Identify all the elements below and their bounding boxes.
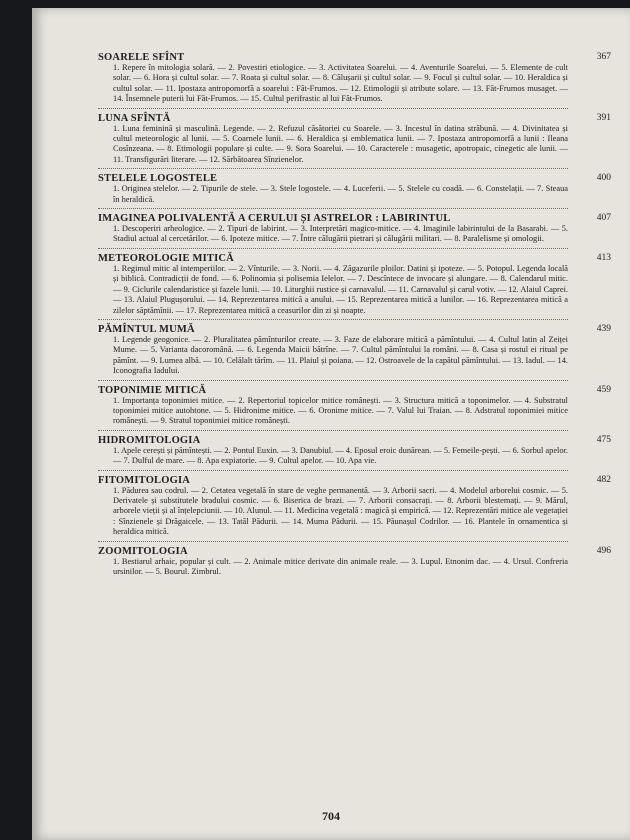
- table-of-contents: [98, 52, 611, 581]
- dotted-divider: [98, 380, 568, 381]
- entry-title: PĂMÎNTUL MUMĂ: [98, 323, 195, 335]
- toc-entry: [98, 323, 611, 381]
- entry-page-number: 367: [596, 52, 611, 62]
- book-page: [32, 8, 630, 840]
- entry-page-number: 413: [596, 252, 611, 263]
- toc-entry: [98, 384, 611, 431]
- page-number: 704: [322, 809, 340, 823]
- entry-page-number: 400: [596, 173, 611, 184]
- entry-subsections: 1. Repere în mitologia solară. — 2. Povestiri etiologice. — 3. Activitatea Soarelui. — 4. Aventurile Soarelui. — 5. Elemente de cult solar. — 6. Hora și cultul solar. — 7. Roata și cultul solar. — 8. Călușarii și cultul solar. — 9. Focul și cultul solar. — 10. Heraldica și cultul solar. — 11. Ipostaza antropomorfă a soarelui : Făt-Frumos. — 12. Etimologii și atribute solare. — 13. Făt-Frumos musaget. — 14. Însemnele puterii lui Făt-Frumos. — 15. Cultul perifrastic al lui Făt-Frumos.: [113, 63, 568, 104]
- toc-entry: [98, 545, 611, 578]
- entry-subsections: 1. Pădurea sau codrul. — 2. Cetatea vegetală în stare de veghe permanentă. — 3. Arborii sacri. — 4. Modelul arborelui cosmic. — 5. Derivatele și substitutele bradului cosmic. — 6. Biserica de brazi. — 7. Arborii consacrați. — 8. Arborii blestemați. — 9. Mărul, arborele vieții și al înțelepciunii. — 10. Alunul. — 11. Medicina vegetală : magică și empirică. — 12. Reprezentări mitice ale vegetației : Sînzienele și Drăgaicele. — 13. Tatăl Pădurii. — 14. Muma Pădurii. — 15. Păunașul Codrilor. — 16. Plantele în ornamentica și heraldica mitică.: [113, 485, 568, 537]
- entry-subsections: 1. Regimul mitic al intemperiilor. — 2. Vînturile. — 3. Norii. — 4. Zăgazurile ploilor. Datini și ipoteze. — 5. Potopul. Legenda locală și biblică. Contradicții de fond. — 6. Polinomia și polisemia Ielelor. — 7. Descîntece de invocare și alungare. — 8. Calendarul mitic. — 9. Ciclurile calendaristice și fazele lunii. — 10. Liturghii rustice și carnavalul. — 11. Carnavalul și carul votiv. — 12. Alaiul Caprei. — 13. Alaiul Plugușorului. — 14. Reprezentarea mitică a anului. — 15. Reprezentarea mitică a lunilor. — 16. Reprezentarea mitică a zilelor săptămînii. — 17. Reprezentarea mitică a ceasurilor din zi și noapte.: [113, 263, 568, 315]
- entry-subsections: 1. Bestiarul arhaic, popular și cult. — 2. Animale mitice derivate din animale reale. — 3. Lupul. Etnonim dac. — 4. Ursul. Confreria ursinilor. — 5. Bourul. Zimbrul.: [113, 556, 568, 576]
- entry-subsections: 1. Importanța toponimiei mitice. — 2. Repertoriul topicelor mitice românești. — 3. Structura mitică a toponimelor. — 4. Substratul toponimiei mitice autohtone. — 5. Hidronime mitice. — 6. Oronime mitice. — 7. Valul lui Traian. — 8. Adstratul toponimiei mitice românești. — 9. Stratul toponimiei mitice românești.: [113, 395, 568, 426]
- dotted-divider: [98, 208, 568, 209]
- entry-page-number: 482: [596, 474, 611, 485]
- entry-title: ZOOMITOLOGIA: [98, 545, 188, 557]
- entry-title: METEOROLOGIE MITICĂ: [98, 252, 234, 264]
- entry-subsections: 1. Luna feminină și masculină. Legende. — 2. Refuzul căsătoriei cu Soarele. — 3. Incestul în datina străbună. — 4. Divinitatea și cultul meteorologic al lunii. — 5. Coarnele lunii. — 6. Heraldica și emblematica lunii. — 7. Ipostaza antropomorfă a lunii : Ileana Cosînzeana. — 8. Etimologii populare și culte. — 9. Sora Soarelui. — 10. Caracterele : musagetic, apotropaic, cinegetic ale lunii. — 11. Transfigurări literare. — 12. Sărbătoarea Sînzienelor.: [113, 123, 568, 164]
- toc-entry: [98, 213, 611, 249]
- dotted-divider: [98, 430, 568, 431]
- dotted-divider: [98, 319, 568, 320]
- entry-subsections: 1. Descoperiri arheologice. — 2. Tipuri de labirint. — 3. Interpretări magico-mitice. — 4. Imaginile labirintului de la Basarabi. — 5. Stadiul actual al cercetărilor. — 6. Ipoteze mitice. — 7. Între călugării pietrari și călugării militari. — 8. Paralelisme și omologii.: [113, 224, 568, 244]
- entry-page-number: 439: [596, 323, 611, 334]
- toc-entry: [98, 173, 611, 209]
- entry-page-number: 391: [596, 112, 611, 123]
- dotted-divider: [98, 470, 568, 471]
- entry-title: HIDROMITOLOGIA: [98, 434, 201, 446]
- dotted-divider: [98, 541, 568, 542]
- entry-subsections: 1. Apele cerești și pămîntești. — 2. Pontul Euxin. — 3. Danubiul. — 4. Eposul eroic dunărean. — 5. Femeile-pești. — 6. Sorbul apelor. — 7. Dulful de mare. — 8. Apa expiatorie. — 9. Cultul apelor. — 10. Apa vie.: [113, 445, 568, 466]
- toc-entry: [98, 252, 611, 320]
- toc-entry: [98, 474, 611, 542]
- entry-subsections: 1. Originea stelelor. — 2. Tipurile de stele. — 3. Stele logostele. — 4. Luceferii. — 5. Stelele cu coadă. — 6. Constelații. — 7. Steaua în heraldică.: [113, 184, 568, 204]
- entry-title: LUNA SFÎNTĂ: [98, 112, 171, 124]
- entry-page-number: 407: [596, 213, 611, 224]
- entry-title: STELELE LOGOSTELE: [98, 173, 218, 185]
- dotted-divider: [98, 168, 568, 169]
- entry-page-number: 475: [596, 434, 611, 445]
- dotted-divider: [98, 108, 568, 109]
- entry-title: SOARELE SFÎNT: [98, 52, 185, 63]
- entry-subsections: 1. Legende geogonice. — 2. Pluralitatea pămînturilor create. — 3. Faze de elaborare mitică a pămîntului. — 4. Cultul latin al Zeiței Mume. — 5. Varianta dacoromână. — 6. Legenda Maicii bătrîne. — 7. Cultul pămîntului la români. — 8. Casa și rostul ei ritual pe pămînt. — 9. Lumea albă. — 10. Celălalt tărîm. — 11. Plaiul și poiana. — 12. Ostroavele de la capătul pămîntului. — 13. Iadul. — 14. Iconografia Iadului.: [113, 334, 568, 376]
- entry-title: IMAGINEA POLIVALENTĂ A CERULUI ȘI ASTRELOR : LABIRINTUL: [98, 213, 451, 225]
- entry-title: TOPONIMIE MITICĂ: [98, 384, 207, 396]
- toc-entry: [98, 434, 611, 471]
- entry-page-number: 496: [596, 545, 611, 556]
- entry-page-number: 459: [596, 384, 611, 395]
- toc-entry: [98, 112, 611, 170]
- dotted-divider: [98, 248, 568, 249]
- toc-entry: [98, 52, 611, 109]
- entry-title: FITOMITOLOGIA: [98, 474, 191, 486]
